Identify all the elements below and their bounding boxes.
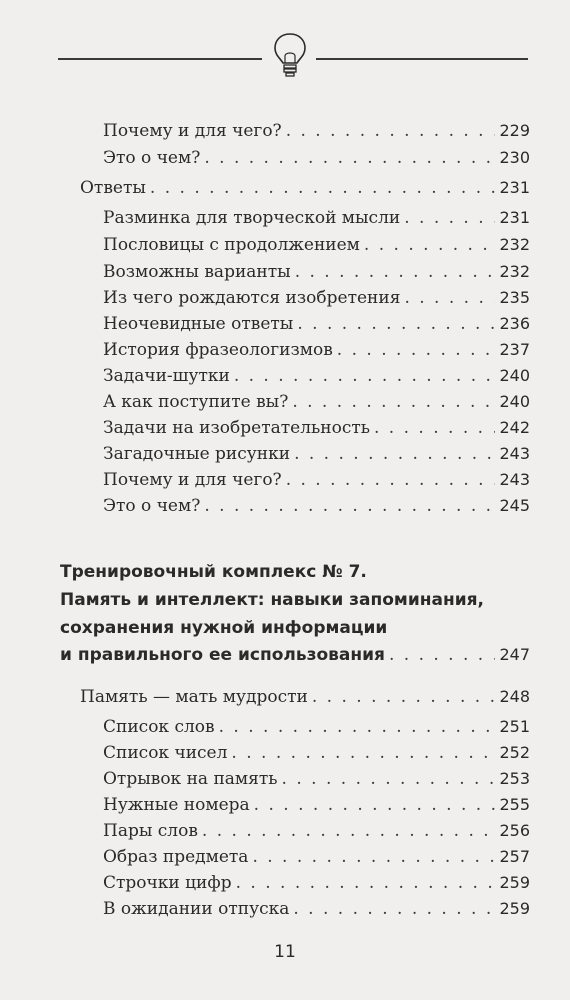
- toc-entry-title: Задачи на изобретательность: [103, 418, 370, 438]
- toc-entry[interactable]: [103, 118, 530, 144]
- toc-entry[interactable]: [103, 714, 530, 740]
- toc-entry[interactable]: [103, 870, 530, 896]
- toc-entry-title: Пары слов: [103, 821, 198, 841]
- dot-leader: [286, 118, 496, 144]
- toc-entry[interactable]: [103, 467, 530, 493]
- toc-entry[interactable]: [103, 145, 530, 171]
- toc-entry-page: 251: [499, 717, 530, 736]
- dot-leader: [219, 714, 496, 740]
- dot-leader: [297, 311, 495, 337]
- toc-entry[interactable]: [103, 818, 530, 844]
- header-rule-left: [58, 58, 262, 60]
- toc-entry-page: 231: [499, 178, 530, 197]
- dot-leader: [312, 684, 496, 710]
- toc-entry-page: 240: [499, 392, 530, 411]
- chapter-title-line: Память и интеллект: навыки запоминания,: [60, 590, 484, 610]
- toc-entry[interactable]: [103, 493, 530, 519]
- toc-entry[interactable]: [103, 740, 530, 766]
- dot-leader: [236, 870, 496, 896]
- toc-entry-title: Память — мать мудрости: [80, 687, 308, 707]
- toc-entry-title: Это о чем?: [103, 496, 201, 516]
- toc-entry-title: Почему и для чего?: [103, 470, 282, 490]
- toc-entry-page: 247: [499, 645, 530, 664]
- toc-entry-page: 235: [499, 288, 530, 307]
- toc-entry-page: 232: [499, 262, 530, 281]
- toc-entry[interactable]: [103, 896, 530, 922]
- toc-entry-page: 257: [499, 847, 530, 866]
- toc-entry[interactable]: [103, 389, 530, 415]
- toc-entry-page: 256: [499, 821, 530, 840]
- toc-entry-page: 255: [499, 795, 530, 814]
- toc-entry-title: Почему и для чего?: [103, 121, 282, 141]
- toc-entry-page: 259: [499, 873, 530, 892]
- toc-entry-page: 243: [499, 444, 530, 463]
- toc-entry-title: Список слов: [103, 717, 215, 737]
- toc-entry-title: Ответы: [80, 178, 146, 198]
- toc-entry[interactable]: [103, 766, 530, 792]
- toc-entry-page: 232: [499, 235, 530, 254]
- dot-leader: [286, 467, 496, 493]
- dot-leader: [234, 363, 496, 389]
- toc-entry-title: Из чего рождаются изобретения: [103, 288, 401, 308]
- toc-entry[interactable]: [103, 441, 530, 467]
- toc-section-answers[interactable]: [80, 175, 530, 201]
- chapter-title-line: сохранения нужной информации: [60, 618, 388, 638]
- toc-entry-title: Разминка для творческой мысли: [103, 208, 401, 228]
- dot-leader: [252, 844, 495, 870]
- toc-entry-page: 229: [499, 121, 530, 140]
- dot-leader: [293, 896, 495, 922]
- toc-entry-page: 236: [499, 314, 530, 333]
- toc-entry-title: Список чисел: [103, 743, 228, 763]
- dot-leader: [374, 415, 495, 441]
- toc-entry[interactable]: [103, 844, 530, 870]
- dot-leader: [404, 285, 495, 311]
- toc-entry-title: Отрывок на память: [103, 769, 278, 789]
- dot-leader: [231, 740, 495, 766]
- dot-leader: [150, 175, 496, 201]
- toc-entry-page: 248: [499, 687, 530, 706]
- toc-entry-page: 243: [499, 470, 530, 489]
- chapter-title-line: и правильного ее использования: [60, 645, 385, 665]
- toc-section-memory[interactable]: [80, 684, 530, 710]
- toc-entry-page: 252: [499, 743, 530, 762]
- toc-entry[interactable]: [103, 232, 530, 258]
- toc-entry-title: История фразеологизмов: [103, 340, 333, 360]
- dot-leader: [295, 259, 496, 285]
- toc-entry-page: 237: [499, 340, 530, 359]
- dot-leader: [364, 232, 496, 258]
- toc-entry-page: 259: [499, 899, 530, 918]
- toc-entry[interactable]: [103, 363, 530, 389]
- toc-entry-title: Пословицы с продолжением: [103, 235, 360, 255]
- lightbulb-icon: [270, 30, 310, 80]
- toc-entry[interactable]: [103, 415, 530, 441]
- toc-entry-title: Возможны варианты: [103, 262, 291, 282]
- toc-entry-page: 230: [499, 148, 530, 167]
- toc-entry-page: 240: [499, 366, 530, 385]
- header-rule-right: [316, 58, 528, 60]
- toc-entry[interactable]: [103, 285, 530, 311]
- toc-entry[interactable]: [103, 205, 530, 231]
- toc-entry-title: Образ предмета: [103, 847, 249, 867]
- toc-entry-title: Задачи-шутки: [103, 366, 230, 386]
- toc-entry-page: 231: [499, 208, 530, 227]
- toc-entry[interactable]: [103, 259, 530, 285]
- toc-entry-page: 253: [499, 769, 530, 788]
- dot-leader: [254, 792, 496, 818]
- toc-entry[interactable]: [103, 311, 530, 337]
- dot-leader: [389, 642, 496, 668]
- toc-entry-title: Неочевидные ответы: [103, 314, 294, 334]
- dot-leader: [292, 389, 495, 415]
- toc-entry[interactable]: [103, 792, 530, 818]
- dot-leader: [282, 766, 496, 792]
- toc-chapter-heading-last-line[interactable]: [60, 642, 530, 668]
- dot-leader: [337, 337, 496, 363]
- toc-entry-page: 242: [499, 418, 530, 437]
- page-number: 11: [274, 942, 296, 962]
- dot-leader: [294, 441, 495, 467]
- toc-entry-title: Нужные номера: [103, 795, 250, 815]
- toc-entry[interactable]: [103, 337, 530, 363]
- chapter-title-line: Тренировочный комплекс № 7.: [60, 562, 367, 582]
- toc-chapter-heading[interactable]: [60, 558, 530, 642]
- toc-entry-title: А как поступите вы?: [103, 392, 289, 412]
- dot-leader: [204, 145, 495, 171]
- toc-entry-page: 245: [499, 496, 530, 515]
- dot-leader: [404, 205, 495, 231]
- dot-leader: [204, 493, 495, 519]
- toc-entry-title: В ожидании отпуска: [103, 899, 290, 919]
- toc-entry-title: Это о чем?: [103, 148, 201, 168]
- toc-entry-title: Строчки цифр: [103, 873, 232, 893]
- toc-entry-title: Загадочные рисунки: [103, 444, 291, 464]
- dot-leader: [202, 818, 496, 844]
